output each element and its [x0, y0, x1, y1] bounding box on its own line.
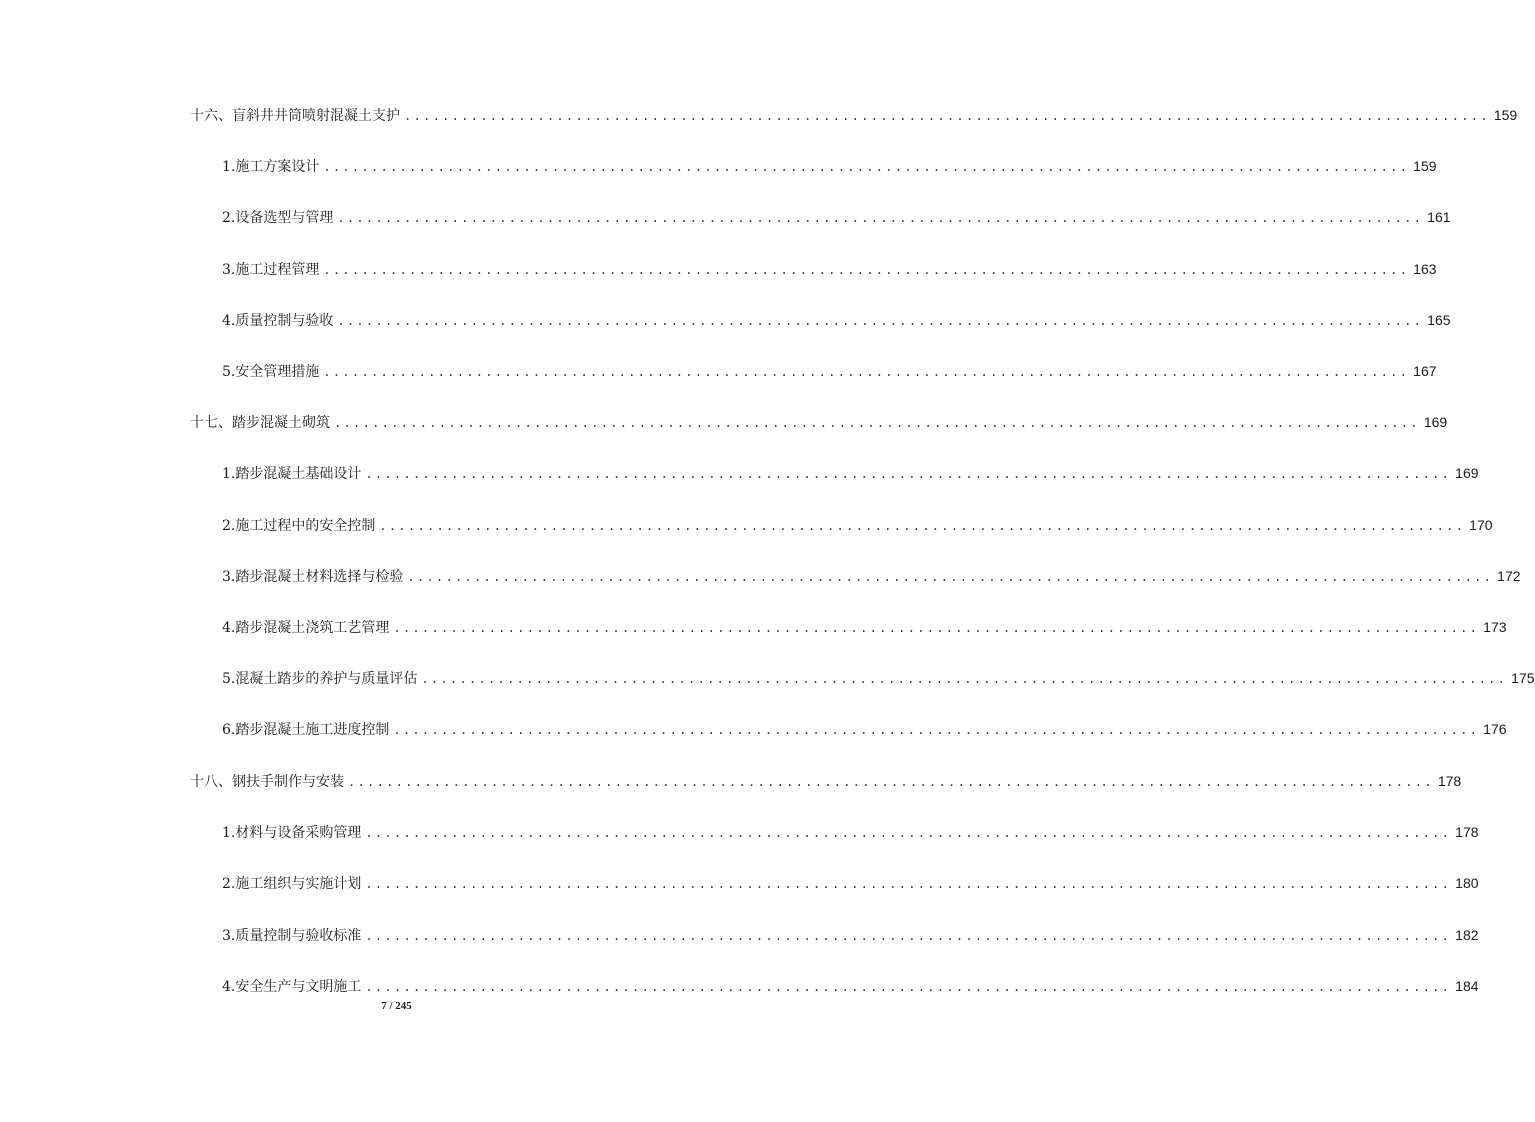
toc-entry-section-18[interactable] — [190, 769, 1462, 793]
toc-entry-page: 178 — [1437, 773, 1462, 789]
toc-entry-title: 2.施工组织与实施计划 — [222, 876, 362, 892]
toc-dot-leader: .................................................................................................................. — [323, 263, 1410, 277]
page-number-footer: 7 / 245 — [381, 1000, 412, 1012]
toc-dot-leader: .................................................................................................................. — [348, 775, 1434, 789]
toc-entry-title: 4.踏步混凝土浇筑工艺管理 — [222, 620, 390, 636]
toc-entry[interactable] — [222, 666, 1535, 690]
toc-entry-page: 173 — [1483, 619, 1507, 635]
toc-entry-page: 163 — [1413, 261, 1437, 277]
toc-dot-leader: .................................................................................................................. — [365, 980, 1452, 994]
toc-dot-leader: .................................................................................................................. — [393, 621, 1480, 635]
toc-entry-title: 6.踏步混凝土施工进度控制 — [222, 722, 390, 738]
toc-dot-leader: .................................................................................................................. — [365, 467, 1452, 481]
toc-entry-page: 172 — [1497, 568, 1521, 584]
toc-dot-leader: .................................................................................................................. — [323, 365, 1410, 379]
toc-entry-title: 1.踏步混凝土基础设计 — [222, 466, 362, 482]
toc-entry-page: 176 — [1483, 721, 1507, 737]
toc-entry-title: 5.混凝土踏步的养护与质量评估 — [222, 671, 418, 687]
toc-entry-page: 167 — [1413, 363, 1437, 379]
toc-entry-title: 十七、踏步混凝土砌筑 — [190, 415, 330, 431]
toc-entry-title: 4.安全生产与文明施工 — [222, 979, 362, 995]
toc-entry[interactable] — [222, 923, 1479, 947]
toc-dot-leader: .................................................................................................................. — [323, 160, 1410, 174]
toc-entry[interactable] — [222, 564, 1521, 588]
toc-entry[interactable] — [222, 820, 1479, 844]
toc-entry-title: 2.施工过程中的安全控制 — [222, 518, 376, 534]
toc-entry-title: 3.踏步混凝土材料选择与检验 — [222, 569, 404, 585]
toc-entry-page: 182 — [1455, 927, 1479, 943]
toc-entry-title: 1.材料与设备采购管理 — [222, 825, 362, 841]
toc-entry-title: 1.施工方案设计 — [222, 159, 320, 175]
toc-dot-leader: .................................................................................................................. — [365, 877, 1452, 891]
toc-entry-page: 169 — [1455, 465, 1479, 481]
toc-entry-title: 5.安全管理措施 — [222, 364, 320, 380]
toc-entry-title: 4.质量控制与验收 — [222, 313, 334, 329]
toc-entry[interactable] — [222, 205, 1451, 229]
toc-entry-page: 184 — [1455, 978, 1479, 994]
toc-entry-section-16[interactable] — [190, 103, 1518, 127]
toc-entry-title: 3.施工过程管理 — [222, 262, 320, 278]
toc-entry[interactable] — [222, 308, 1451, 332]
toc-entry[interactable] — [222, 615, 1507, 639]
toc-dot-leader: .................................................................................................................. — [337, 211, 1424, 225]
toc-entry[interactable] — [222, 359, 1437, 383]
toc-entry-page: 170 — [1469, 517, 1493, 533]
toc-dot-leader: .................................................................................................................. — [407, 570, 1494, 584]
toc-dot-leader: .................................................................................................................. — [393, 723, 1480, 737]
toc-entry[interactable] — [222, 974, 1479, 998]
toc-entry[interactable] — [222, 257, 1437, 281]
toc-entry-page: 178 — [1455, 824, 1479, 840]
toc-entry[interactable] — [222, 717, 1507, 741]
toc-dot-leader: .................................................................................................................. — [365, 929, 1452, 943]
toc-entry-section-17[interactable] — [190, 410, 1448, 434]
toc-entry-page: 180 — [1455, 875, 1479, 891]
toc-dot-leader: .................................................................................................................. — [365, 826, 1452, 840]
toc-dot-leader: .................................................................................................................. — [421, 672, 1508, 686]
toc-dot-leader: .................................................................................................................. — [379, 519, 1466, 533]
toc-entry-page: 159 — [1413, 158, 1437, 174]
toc-entry-page: 159 — [1493, 107, 1518, 123]
toc-dot-leader: .................................................................................................................. — [334, 416, 1420, 430]
toc-entry[interactable] — [222, 871, 1479, 895]
toc-entry-title: 十六、盲斜井井筒喷射混凝土支护 — [190, 108, 400, 124]
toc-entry-title: 2.设备选型与管理 — [222, 210, 334, 226]
toc-entry-title: 十八、钢扶手制作与安装 — [190, 774, 344, 790]
toc-entry-title: 3.质量控制与验收标准 — [222, 928, 362, 944]
toc-dot-leader: .................................................................................................................. — [337, 314, 1424, 328]
toc-entry-page: 175 — [1511, 670, 1535, 686]
toc-entry-page: 161 — [1427, 209, 1451, 225]
toc-entry[interactable] — [222, 461, 1479, 485]
toc-entry-page: 165 — [1427, 312, 1451, 328]
toc-dot-leader: .................................................................................................................. — [404, 109, 1490, 123]
toc-entry[interactable] — [222, 513, 1493, 537]
toc-entry[interactable] — [222, 154, 1437, 178]
toc-entry-page: 169 — [1423, 414, 1448, 430]
